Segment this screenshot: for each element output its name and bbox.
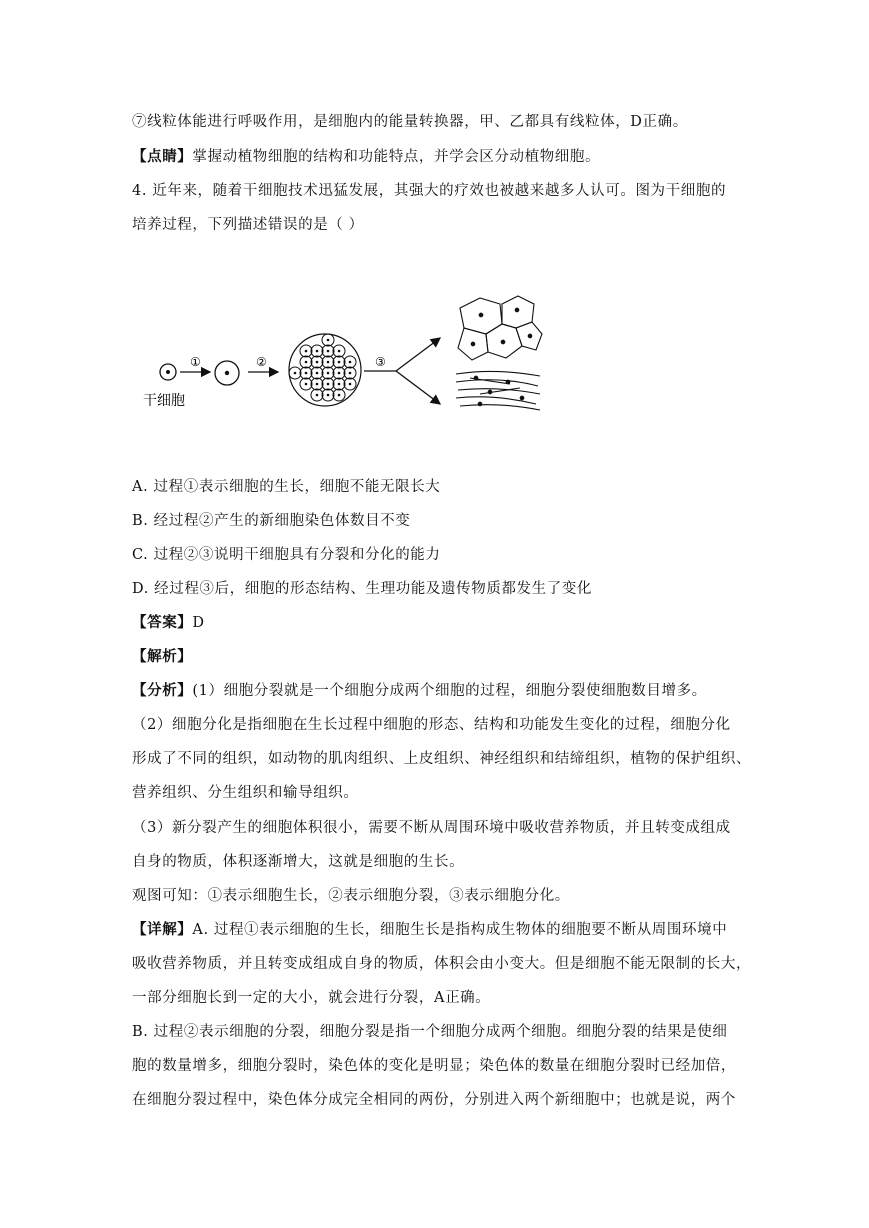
stem-cell-label: 干细胞 [143, 393, 185, 409]
detail-line [132, 920, 727, 940]
question-4-stem-cont: 培养过程，下列描述错误的是（ ） [132, 217, 364, 233]
arrow-step-3-down [396, 371, 440, 404]
cell-nucleus [338, 372, 341, 375]
detail-b3: 在细胞分裂过程中，染色体分成完全相同的两份，分别进入两个新细胞中；也就是说，两个 [132, 1092, 736, 1108]
cell-nucleus [294, 372, 297, 375]
cell-nucleus [327, 361, 330, 364]
detail-b2: 胞的数量增多，细胞分裂时，染色体的变化是明显；染色体的数量在细胞分裂时已经加倍， [132, 1058, 736, 1074]
cell-nucleus [305, 383, 308, 386]
option-d: D. 经过程③后，细胞的形态结构、生理功能及遗传物质都发生了变化 [132, 581, 593, 597]
analysis-p1: (1）细胞分裂就是一个细胞分成两个细胞的过程，细胞分裂使细胞数目增多。 [192, 683, 707, 699]
differentiated-polygon-cells [458, 296, 542, 360]
cell-nucleus [338, 361, 341, 364]
cell-nucleus [327, 372, 330, 375]
answer-value: D [192, 615, 205, 631]
cell-nucleus [327, 383, 330, 386]
cell-nucleus [316, 394, 319, 397]
analysis-p2: 形成了不同的组织，如动物的肌肉组织、上皮组织、神经组织和结缔组织，植物的保护组织、 [132, 751, 752, 767]
text-line: ⑦线粒体能进行呼吸作用，是细胞内的能量转换器，甲、乙都具有线粒体，D正确。 [132, 114, 688, 130]
answer-line [132, 613, 205, 633]
cell-nucleus [305, 372, 308, 375]
dianjing-text: 掌握动植物细胞的结构和功能特点，并学会区分动植物细胞。 [192, 149, 601, 165]
analysis-p3: 自身的物质，体积逐渐增大，这就是细胞的生长。 [132, 854, 465, 870]
option-a: A. 过程①表示细胞的生长，细胞不能无限长大 [132, 479, 441, 495]
cell-nucleus [338, 383, 341, 386]
text-line [132, 147, 600, 167]
cell-nucleus [338, 350, 341, 353]
step-2-label: ② [256, 355, 267, 369]
stem-cell-diagram [143, 290, 550, 420]
jiexi-tag: 【解析】 [132, 648, 193, 665]
cell-nucleus [327, 350, 330, 353]
cell-nucleus [316, 372, 319, 375]
cell-nucleus [316, 350, 319, 353]
cell-nucleus [316, 361, 319, 364]
analysis-p4: 观图可知：①表示细胞生长，②表示细胞分裂，③表示细胞分化。 [132, 888, 570, 904]
answer-tag: 【答案】 [132, 614, 193, 631]
differentiated-spindle-cells [456, 371, 540, 410]
arrow-step-3-up [396, 338, 440, 371]
analysis-p2: （2）细胞分化是指细胞在生长过程中细胞的形态、结构和功能发生变化的过程，细胞分化 [132, 717, 731, 733]
cell-nucleus [305, 350, 308, 353]
fenxi-tag: 【分析】 [132, 682, 193, 699]
cell-nucleus [305, 361, 308, 364]
question-4-stem: 4. 近年来，随着干细胞技术迅猛发展，其强大的疗效也被越来越多人认可。图为干细胞的 [132, 183, 727, 199]
cell-cluster [289, 334, 361, 406]
step-3-label: ③ [375, 355, 386, 369]
cell-nucleus [349, 383, 352, 386]
analysis-p2: 营养组织、分生组织和输导组织。 [132, 785, 359, 801]
option-b: B. 经过程②产生的新细胞染色体数目不变 [132, 513, 411, 529]
detail-b1: B. 过程②表示细胞的分裂，细胞分裂是指一个细胞分成两个细胞。细胞分裂的结果是使细 [132, 1024, 728, 1040]
detail-a2: 吸收营养物质，并且转变成组成自身的物质，体积会由小变大。但是细胞不能无限制的长大， [132, 956, 752, 972]
cell-nucleus [327, 339, 330, 342]
cell-nucleus [338, 394, 341, 397]
dianjing-tag: 【点睛】 [132, 148, 193, 165]
cell-nucleus [316, 383, 319, 386]
step-1-label: ① [190, 355, 201, 369]
option-c: C. 过程②③说明干细胞具有分裂和分化的能力 [132, 547, 441, 563]
cell-nucleus [349, 361, 352, 364]
detail-a3: 一部分细胞长到一定的大小，就会进行分裂，A正确。 [132, 990, 491, 1006]
detail-a1: A. 过程①表示细胞的生长，细胞生长是指构成生物体的细胞要不断从周围环境中 [192, 922, 728, 938]
cell-nucleus [327, 394, 330, 397]
analysis-p3: （3）新分裂产生的细胞体积很小，需要不断从周围环境中吸收营养物质，并且转变成组成 [132, 820, 731, 836]
cell-nucleus [349, 372, 352, 375]
xiangjie-tag: 【详解】 [132, 921, 193, 938]
analysis-line [132, 681, 707, 701]
